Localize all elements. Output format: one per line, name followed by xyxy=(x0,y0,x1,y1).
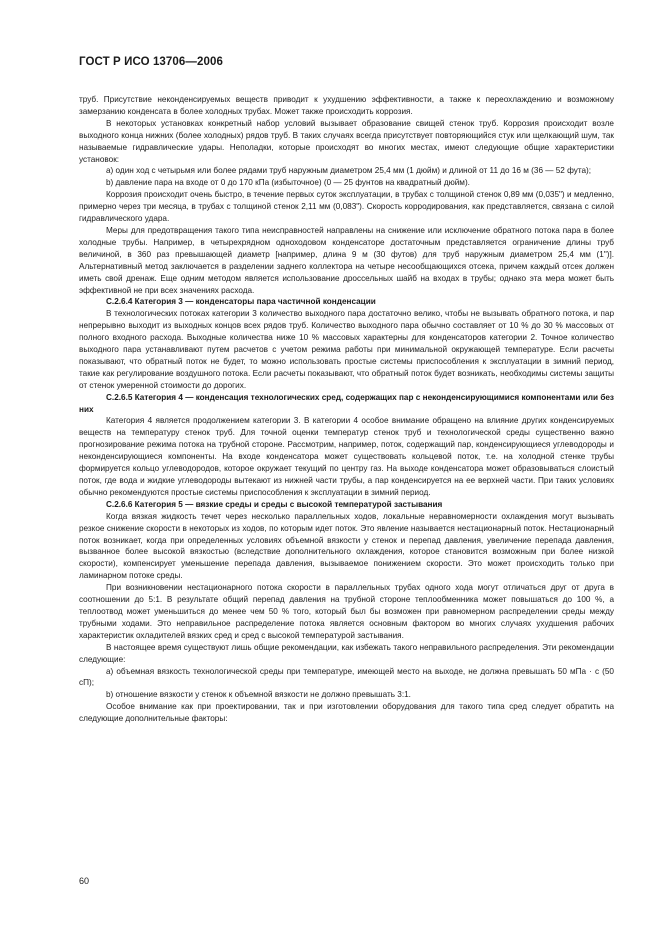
document-header: ГОСТ Р ИСО 13706—2006 xyxy=(79,56,224,68)
paragraph: Категория 4 является продолжением категории 3. В категории 4 особое внимание обращено на влияние других конденсируемых веществ на температуру стенок труб. Для точной оценки температур стенок труб и технологической среды существенно важно прогнозирование режима потока на трубной стороне. Рассмотрим, например, поток, содержащий пар, конденсирующиеся углеводороды и неконденсирующиеся компоненты. На входе конденсатора может существовать кольцевой поток, т.е. на холодной стенке трубы формируется кольцо углеводородов, которое окружает текущий по центру газ. На выходе конденсатора может образовываться слоистый поток, где вода и жидкие углеводороды вытекают из нижней части трубы, а пар конденсируется на ее верхней части. При таких условиях обычно рекомендуются простые системы приспособления к эксплуатации в зимний период. xyxy=(79,416,614,497)
page-number: 60 xyxy=(79,876,90,886)
list-item-a: a) один ход с четырьмя или более рядами труб наружным диаметром 25,4 мм (1 дюйм) и длиной от 11 до 16 м (36 — 52 фута); xyxy=(106,166,592,176)
list-item-b: b) давление пара на входе от 0 до 170 кПа (избыточное) (0 — 25 фунтов на квадратный дюйм). xyxy=(106,178,470,188)
document-body xyxy=(79,94,614,725)
paragraph: При возникновении нестационарного потока скорости в параллельных трубах одного хода могут отличаться друг от друга в соотношении до 5:1. В результате общий перепад давления на трубной стороне теплообменника может повышаться до 100 %, а теплоотвод может уменьшиться до менее чем 50 % того, который был бы возможен при равномерном распределении среды между трубными ходами. Это неправильное распределение потока является основным фактором во многих случаях ухудшения рабочих характеристик охладителей вязких сред и сред с высокой температурой застывания. xyxy=(79,583,614,640)
page-content xyxy=(79,56,614,725)
paragraph: В технологических потоках категории 3 количество выходного пара достаточно велико, чтобы не вызывать обратного потока, и пар непрерывно выходит из выходных концов всех рядов труб. Количество выходного пара обычно составляет от 10 % до 30 % массовых от полного входного расхода. Выходные количества ниже 10 % массовых характерны для конденсаторов категории 2. Точное количество выходного пара устанавливают путем расчетов с учетом режима работы при минимальной окружающей температуре. Если расчеты показывают, что обратный поток не будет, то можно использовать простые системы приспособления к эксплуатации в зимний период, такие как регулирование воздушного потока. Если расчеты показывают, что обратный поток будет возникать, необходимы системы защиты от стенок умеренной стоимости до дорогих. xyxy=(79,309,614,390)
paragraph: Особое внимание как при проектировании, так и при изготовлении оборудования для такого типа сред следует обратить на следующие дополнительные факторы: xyxy=(79,702,614,724)
section-heading-c266: С.2.6.6 Категория 5 — вязкие среды и среды с высокой температурой застывания xyxy=(106,499,443,509)
paragraph: В некоторых установках конкретный набор условий вызывает образование свищей стенок труб. Коррозия происходит возле выходного конца нижних (более холодных) рядов труб. В таких случаях всегда присутствует повторяющийся стук или щелкающий шум, так называемые гидравлические удары. Неполадки, которые происходят во многих местах, имеют следующие общие характеристики установок: xyxy=(79,118,614,164)
section-heading-c265: С.2.6.5 Категория 4 — конденсация технологических сред, содержащих пар с неконденсирующимися компонентами или без них xyxy=(79,392,614,414)
paragraph: Когда вязкая жидкость течет через несколько параллельных ходов, локальные неравномерности охлаждения могут вызывать резкое снижение скорости в некоторых из ходов, по которым идет поток. Это явление называется нестационарный поток. Нестационарный поток возникает, когда при определенных условиях объемной вязкости у стенок и перепад давления, увеличение перепада давления, вызванное более высокой вязкостью (вследствие дополнительного охлаждения, которое становится возможным при более низкой скорости), компенсирует уменьшение перепада давления, вызываемое понижением скорости. Это может происходить только при ламинарном потоке среды. xyxy=(79,511,614,581)
section-heading-c264: С.2.6.4 Категория 3 — конденсаторы пара частичной конденсации xyxy=(106,297,376,307)
paragraph: Коррозия происходит очень быстро, в течение первых суток эксплуатации, в трубах с толщиной стенок 0,89 мм (0,035") и медленно, примерно через три месяца, в трубах с толщиной стенок 2,11 мм (0,083"). Скорость корродирования, как представляется, связана с силой гидравлического удара. xyxy=(79,190,614,224)
list-item-a: a) объемная вязкость технологической среды при температуре, имеющей место на выходе, не должна превышать 50 мПа · с (50 сП); xyxy=(79,666,614,688)
paragraph: В настоящее время существуют лишь общие рекомендации, как избежать такого неправильного распределения. Эти рекомендации следующие: xyxy=(79,642,614,664)
list-item-b: b) отношение вязкости у стенок к объемной вязкости не должно превышать 3:1. xyxy=(106,690,411,700)
paragraph: труб. Присутствие неконденсируемых веществ приводит к ухудшению эффективности, а также к переохлаждению и возможному замерзанию конденсата в более холодных трубах. Может также происходить коррозия. xyxy=(79,95,614,116)
paragraph: Меры для предотвращения такого типа неисправностей направлены на снижение или исключение обратного потока пара в более холодные трубы. Например, в четырехрядном одноходовом конденсаторе достаточным представляется ограничение длины труб величиной, в 360 раз превышающей диаметр [например, длина 9 м (30 футов) для труб наружным диаметром 25,4 мм (1")]. Альтернативный метод заключается в разделении заднего коллектора на четыре несообщающихся отсека, причем каждый отсек должен иметь свой дренаж. Еще одним методом является использование дроссельных шайб на входах в трубы; однако эта мера может быть эффективной не при всех значениях расхода. xyxy=(79,225,614,295)
